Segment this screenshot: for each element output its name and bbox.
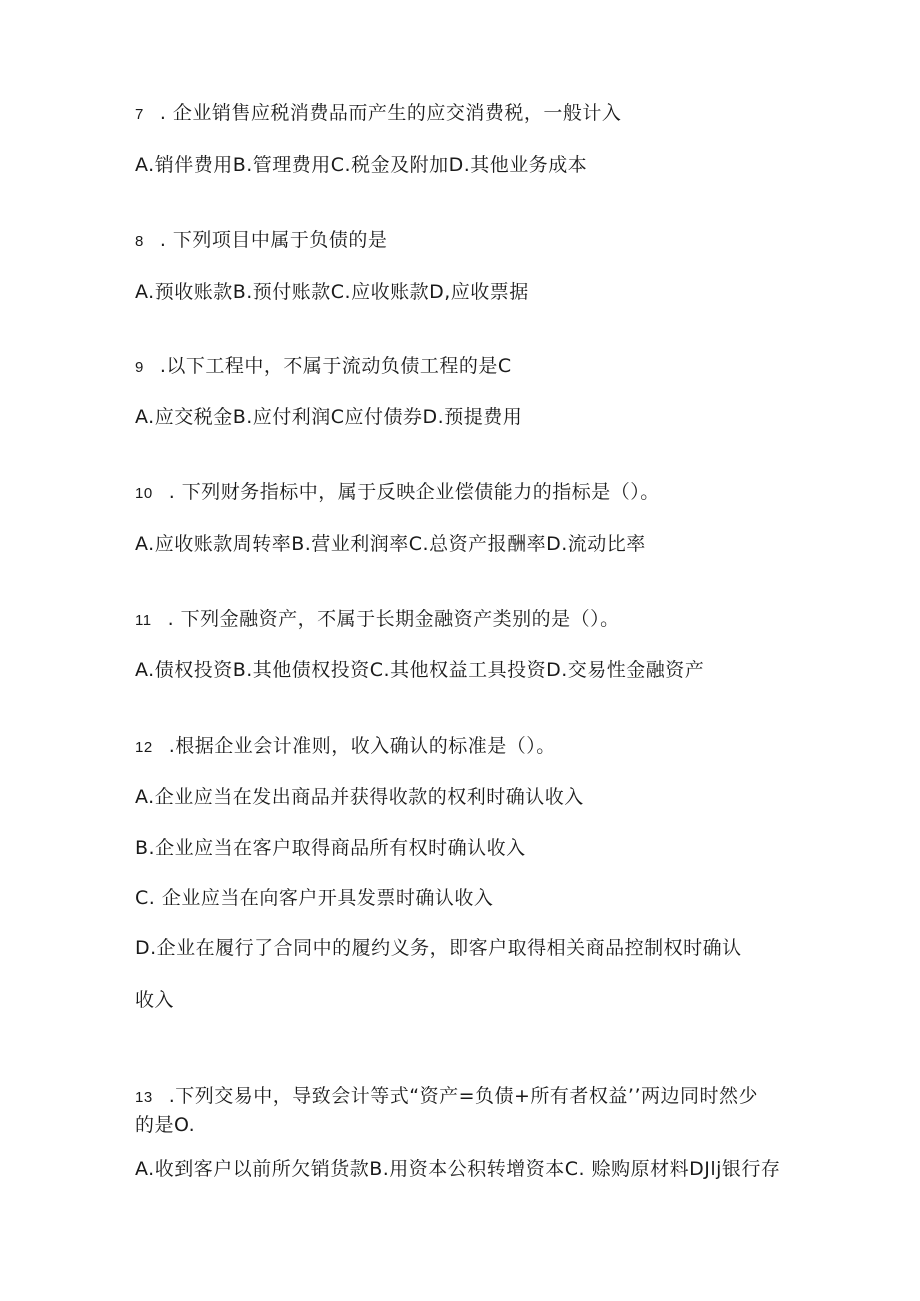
answer-option-a: A.企业应当在发出商品并获得收款的权利时确认收入 — [135, 786, 584, 808]
question-text: .以下工程中，不属于流动负债工程的是C — [159, 355, 512, 377]
question-title — [135, 480, 660, 506]
question-title — [135, 1084, 758, 1110]
answer-options: A.销伴费用B.管理费用C.税金及附加D.其他业务成本 — [135, 154, 588, 176]
answer-options: A.应交税金B.应付利润C应付债券D.预提费用 — [135, 406, 523, 428]
question-title — [135, 101, 621, 127]
question-number: 12 — [135, 739, 153, 756]
question-number: 11 — [135, 612, 152, 629]
answer-option-c: C. 企业应当在向客户开具发票时确认收入 — [135, 887, 494, 909]
answer-options: A.收到客户以前所欠销货款B.用资本公积转增资本C. 赊购原材料DJlj银行存 — [135, 1158, 781, 1180]
answer-option-b: B.企业应当在客户取得商品所有权时确认收入 — [135, 837, 526, 859]
answer-options: A.应收账款周转率B.营业利润率C.总资产报酬率D.流动比率 — [135, 533, 646, 555]
question-text: .根据企业会计准则，收入确认的标准是（）。 — [168, 735, 556, 757]
answer-option-d: D.企业在履行了合同中的履约义务，即客户取得相关商品控制权时确认 — [135, 937, 742, 959]
answer-options: A.预收账款B.预付账款C.应收账款D,应收票据 — [135, 281, 529, 303]
answer-option-d-cont: 收入 — [135, 989, 175, 1011]
question-text: .下列交易中，导致会计等式“资产=负债+所有者权益’’两边同时然少 — [168, 1085, 758, 1107]
answer-options: A.债权投资B.其他债权投资C.其他权益工具投资D.交易性金融资产 — [135, 659, 705, 681]
question-title — [135, 607, 620, 633]
question-text: . 下列金融资产，不属于长期金融资产类别的是（）。 — [167, 608, 620, 630]
question-number: 10 — [135, 485, 153, 502]
question-number: 13 — [135, 1089, 153, 1106]
question-title — [135, 734, 556, 760]
question-title — [135, 228, 387, 254]
question-title — [135, 354, 512, 380]
question-number: 9 — [135, 359, 144, 376]
question-text-continued: 的是O. — [135, 1114, 196, 1136]
question-number: 7 — [135, 106, 144, 123]
question-text: . 下列项目中属于负债的是 — [159, 229, 388, 251]
question-number: 8 — [135, 233, 144, 250]
question-text: . 下列财务指标中，属于反映企业偿债能力的指标是（）。 — [168, 481, 660, 503]
question-text: . 企业销售应税消费品而产生的应交消费税，一般计入 — [159, 102, 622, 124]
